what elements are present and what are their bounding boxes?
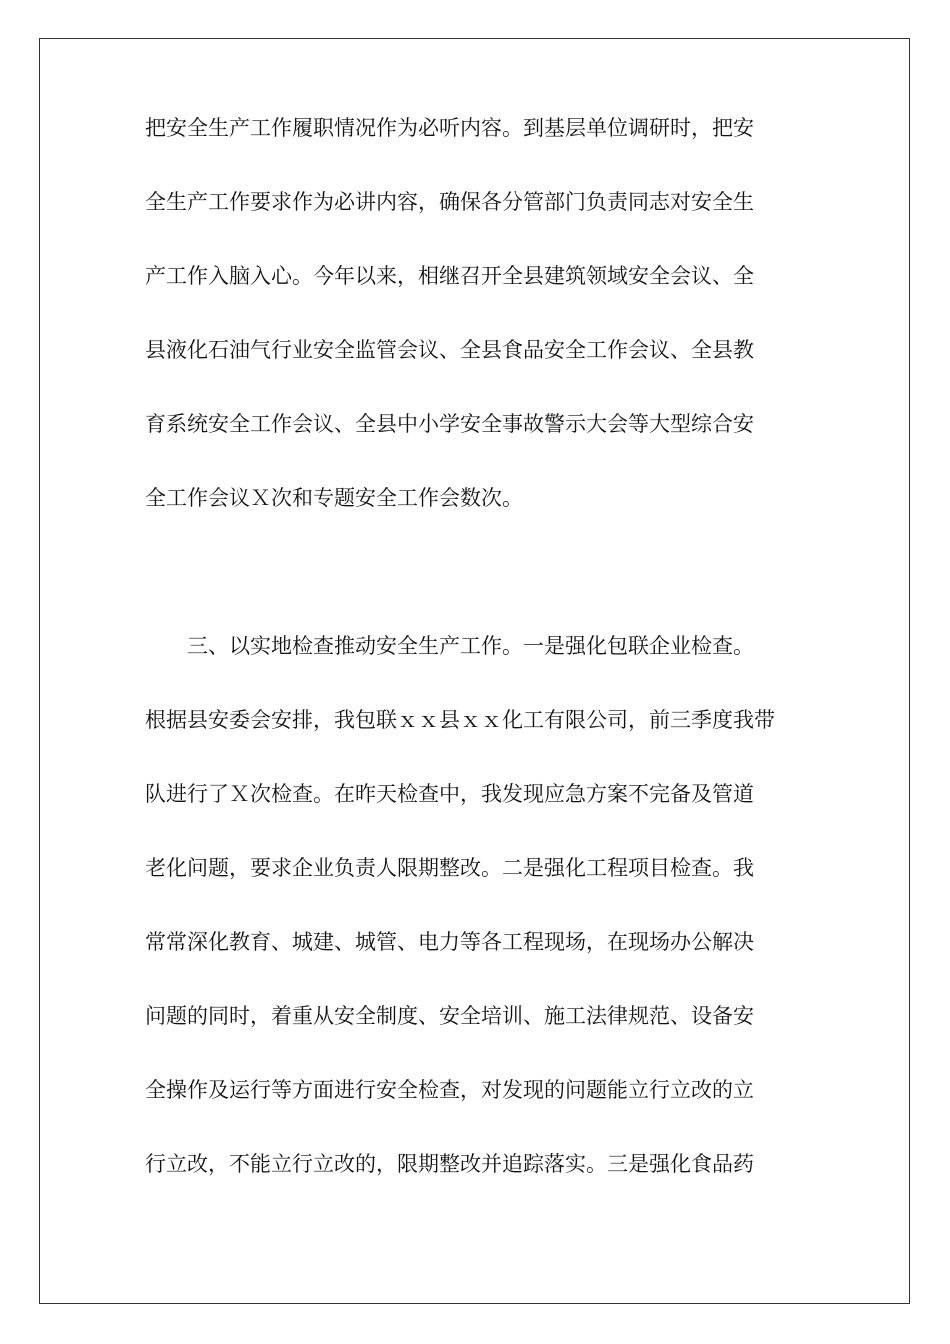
paragraph-2-line-5: 常常深化教育、城建、城管、电力等各工程现场，在现场办公解决 (145, 930, 754, 954)
paragraph-1-line-6: 全工作会议Ｘ次和专题安全工作会数次。 (145, 486, 523, 510)
paragraph-2-line-2: 根据县安委会安排，我包联ｘｘ县ｘｘ化工有限公司，前三季度我带 (145, 708, 775, 732)
paragraph-1-line-5: 育系统安全工作会议、全县中小学安全事故警示大会等大型综合安 (145, 412, 754, 436)
paragraph-2-line-6: 问题的同时，着重从安全制度、安全培训、施工法律规范、设备安 (145, 1004, 754, 1028)
paragraph-1-line-4: 县液化石油气行业安全监管会议、全县食品安全工作会议、全县教 (145, 338, 754, 362)
paragraph-2-line-1: 三、以实地检查推动安全生产工作。一是强化包联企业检查。 (145, 634, 754, 658)
paragraph-1-line-1: 把安全生产工作履职情况作为必听内容。到基层单位调研时，把安 (145, 116, 754, 140)
paragraph-2-line-3: 队进行了Ｘ次检查。在昨天检查中，我发现应急方案不完备及管道 (145, 782, 754, 806)
paragraph-1-line-2: 全生产工作要求作为必讲内容，确保各分管部门负责同志对安全生 (145, 190, 754, 214)
paragraph-2-line-7: 全操作及运行等方面进行安全检查，对发现的问题能立行立改的立 (145, 1078, 754, 1102)
paragraph-1-line-3: 产工作入脑入心。今年以来，相继召开全县建筑领域安全会议、全 (145, 264, 754, 288)
paragraph-2-line-8: 行立改，不能立行立改的，限期整改并追踪落实。三是强化食品药 (145, 1152, 754, 1176)
page-border (39, 38, 910, 1304)
paragraph-2-line-4: 老化问题，要求企业负责人限期整改。二是强化工程项目检查。我 (145, 856, 754, 880)
